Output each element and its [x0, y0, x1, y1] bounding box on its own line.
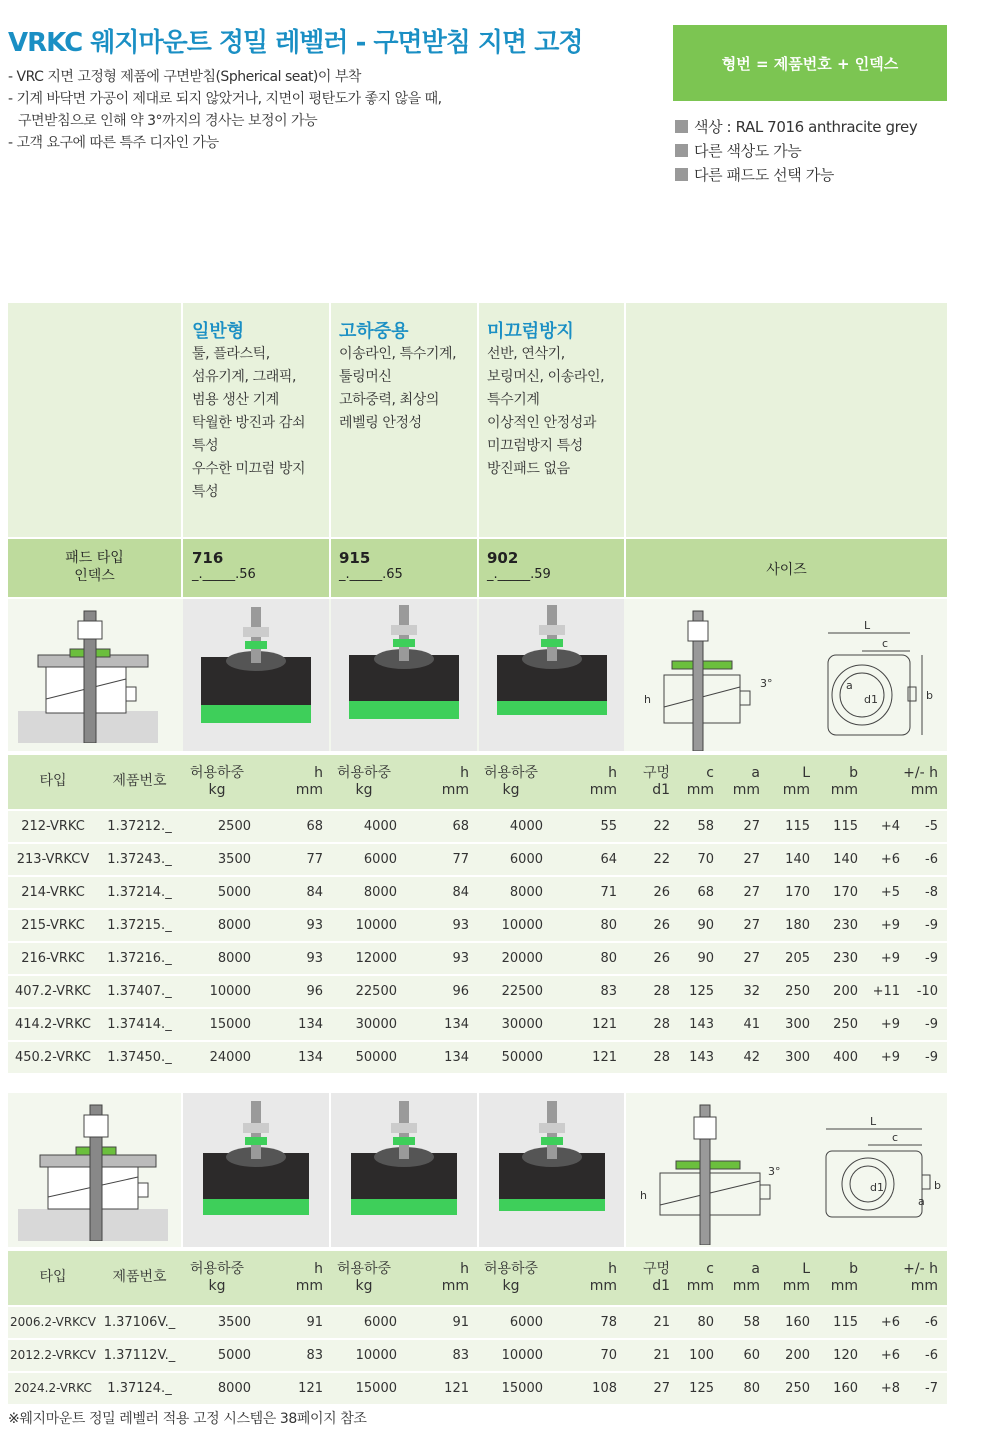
table-cell: 140 — [785, 852, 810, 867]
table-cell: 90 — [697, 951, 714, 966]
table-cell: +9 — [880, 918, 900, 933]
table-cell: 134 — [298, 1017, 323, 1032]
table-cell: 55 — [600, 819, 617, 834]
table-cell: +5 — [880, 885, 900, 900]
feature-item: - VRC 지면 고정형 제품에 구면받침(Spherical seat)이 부착 — [8, 69, 361, 85]
table-cell: 90 — [697, 918, 714, 933]
table-cell: 6000 — [509, 1315, 543, 1330]
header-h-902: h mm — [589, 1261, 617, 1294]
table-cell: 121 — [592, 1017, 617, 1032]
table-cell: 80 — [697, 1315, 714, 1330]
table-cell: 20000 — [501, 951, 543, 966]
table-cell: 1.37214._ — [107, 885, 172, 900]
product-photo-2-716 — [183, 1093, 329, 1247]
table-cell: 10000 — [209, 984, 251, 999]
table-cell: 143 — [689, 1050, 714, 1065]
table-cell: 77 — [452, 852, 469, 867]
table-cell: 84 — [452, 885, 469, 900]
table-cell: 15000 — [355, 1381, 397, 1396]
table-cell: 5000 — [217, 1348, 251, 1363]
header-part-number: 제품번호 — [112, 1269, 167, 1285]
table-cell: 27 — [743, 951, 760, 966]
header-c: c mm — [686, 765, 714, 798]
table-cell: 3500 — [217, 1315, 251, 1330]
header-load-902: 허용하중 kg — [483, 765, 539, 798]
table-cell: 27 — [743, 852, 760, 867]
table-cell: 24000 — [209, 1050, 251, 1065]
size-dimension-drawing-2 — [632, 1101, 942, 1245]
part-number-formula: 형번 = 제품번호 + 인덱스 — [673, 25, 947, 101]
table-cell: 93 — [452, 951, 469, 966]
table-cell: 214-VRKC — [21, 885, 85, 900]
table-cell: 134 — [298, 1050, 323, 1065]
table-cell: 121 — [298, 1381, 323, 1396]
table-cell: 1.37215._ — [107, 918, 172, 933]
header-plus-minus-h: +/- h mm — [903, 765, 938, 798]
table-cell: 170 — [785, 885, 810, 900]
table-cell: 1.37212._ — [107, 819, 172, 834]
table-cell: 60 — [743, 1348, 760, 1363]
table-cell: 160 — [785, 1315, 810, 1330]
table-cell: 26 — [653, 918, 670, 933]
table-cell: 6000 — [363, 1315, 397, 1330]
header-load-716: 허용하중 kg — [189, 1261, 245, 1294]
table-cell: 27 — [653, 1381, 670, 1396]
table-cell: 450.2-VRKC — [15, 1050, 91, 1065]
table-cell: 8000 — [509, 885, 543, 900]
table-cell: 27 — [743, 885, 760, 900]
header-h-902: h mm — [589, 765, 617, 798]
size-dimension-drawing — [632, 607, 942, 751]
table-cell: 8000 — [217, 918, 251, 933]
header-a: a mm — [732, 1261, 760, 1294]
table-cell: 80 — [743, 1381, 760, 1396]
table-cell: 28 — [653, 1050, 670, 1065]
table-cell: 200 — [785, 1348, 810, 1363]
table-cell: 300 — [785, 1017, 810, 1032]
dim-L-label: L — [864, 619, 871, 632]
table-cell: +6 — [880, 1348, 900, 1363]
leveler-sectional-drawing — [18, 607, 158, 743]
table-cell: 22500 — [355, 984, 397, 999]
table-cell: 12000 — [355, 951, 397, 966]
table-cell: 71 — [600, 885, 617, 900]
feature-item: - 고객 요구에 따른 특주 디자인 가능 — [8, 135, 219, 151]
table-cell: 70 — [600, 1348, 617, 1363]
square-bullet-icon — [675, 144, 688, 157]
table-cell: 58 — [697, 819, 714, 834]
footnote: ※웨지마운트 정밀 레벨러 적용 고정 시스템은 38페이지 참조 — [8, 1411, 367, 1427]
pad-index-902: 902 _._____.59 — [487, 549, 551, 582]
table-cell: -9 — [925, 1050, 938, 1065]
table-cell: 78 — [600, 1315, 617, 1330]
table-cell: 58 — [743, 1315, 760, 1330]
table-cell: 32 — [743, 984, 760, 999]
table-cell: 6000 — [363, 852, 397, 867]
pad-type-heavy: 고하중용 이송라인, 특수기계, 툴링머신 고하중력, 최상의 레벨링 안정성 — [339, 321, 457, 431]
header-h-915: h mm — [441, 765, 469, 798]
product-photo-2-902 — [479, 1093, 624, 1247]
table-cell: -8 — [925, 885, 938, 900]
header-type: 타입 — [39, 1269, 67, 1285]
table-cell: 120 — [833, 1348, 858, 1363]
pad-index-915: 915 _._____.65 — [339, 549, 403, 582]
dim-angle-label: 3° — [760, 677, 773, 690]
leveler-sectional-drawing-2 — [18, 1101, 168, 1241]
header-load-716: 허용하중 kg — [189, 765, 245, 798]
table-cell: 115 — [833, 1315, 858, 1330]
table-cell: 10000 — [355, 918, 397, 933]
dim-d1-label: d1 — [864, 693, 878, 706]
product-photo-2-915 — [331, 1093, 477, 1247]
table-cell: 4000 — [509, 819, 543, 834]
table-cell: 26 — [653, 951, 670, 966]
table-cell: 68 — [697, 885, 714, 900]
table-cell: 250 — [785, 984, 810, 999]
size-label: 사이즈 — [766, 562, 807, 578]
table-cell: 80 — [600, 951, 617, 966]
table-cell: 42 — [743, 1050, 760, 1065]
table-cell: 115 — [833, 819, 858, 834]
table-cell: 27 — [743, 819, 760, 834]
table-cell: -7 — [925, 1381, 938, 1396]
table-cell: 215-VRKC — [21, 918, 85, 933]
table-cell: 143 — [689, 1017, 714, 1032]
pad-index-716: 716 _._____.56 — [192, 549, 256, 582]
note-item: 다른 패드도 선택 가능 — [675, 163, 917, 187]
table-cell: -10 — [916, 984, 938, 999]
table-cell: 93 — [306, 918, 323, 933]
table-cell: 2500 — [217, 819, 251, 834]
table-cell: 68 — [306, 819, 323, 834]
table-cell: 28 — [653, 1017, 670, 1032]
header-hole-d1: 구멍 d1 — [642, 1261, 670, 1294]
table-cell: 2006.2-VRKCV — [10, 1315, 96, 1329]
table-cell: 15000 — [501, 1381, 543, 1396]
table-cell: +8 — [880, 1381, 900, 1396]
table-cell: -9 — [925, 918, 938, 933]
table-cell: -6 — [925, 852, 938, 867]
table-cell: 115 — [785, 819, 810, 834]
table-cell: 250 — [833, 1017, 858, 1032]
table-cell: 125 — [689, 984, 714, 999]
table-cell: 6000 — [509, 852, 543, 867]
table-cell: -9 — [925, 951, 938, 966]
table-cell: 91 — [306, 1315, 323, 1330]
header-h-716: h mm — [295, 765, 323, 798]
table-cell: 1.37124._ — [107, 1381, 172, 1396]
table-cell: 230 — [833, 918, 858, 933]
table-cell: 2024.2-VRKC — [14, 1381, 92, 1395]
header-load-902: 허용하중 kg — [483, 1261, 539, 1294]
table-cell: 407.2-VRKC — [15, 984, 91, 999]
table-cell: +6 — [880, 852, 900, 867]
table-cell: 8000 — [217, 1381, 251, 1396]
table-cell: +9 — [880, 1017, 900, 1032]
product-photo-716 — [183, 599, 329, 751]
table-section-1 — [8, 303, 947, 1073]
header-a: a mm — [732, 765, 760, 798]
table-cell: 68 — [452, 819, 469, 834]
table-cell: 21 — [653, 1348, 670, 1363]
table-cell: -6 — [925, 1315, 938, 1330]
table-cell: 170 — [833, 885, 858, 900]
feature-list — [8, 66, 442, 154]
product-photo-902 — [479, 599, 624, 751]
table-cell: 3500 — [217, 852, 251, 867]
table-cell: 30000 — [355, 1017, 397, 1032]
table-cell: 1.37106V._ — [103, 1315, 176, 1330]
header-part-number: 제품번호 — [112, 773, 167, 789]
table-cell: 230 — [833, 951, 858, 966]
table-cell: 1.37450._ — [107, 1050, 172, 1065]
dim-a-label: a — [846, 679, 853, 692]
table-cell: 134 — [444, 1017, 469, 1032]
table-cell: 108 — [592, 1381, 617, 1396]
table-cell: +4 — [880, 819, 900, 834]
dim-c-label: c — [882, 637, 889, 650]
table-cell: 70 — [697, 852, 714, 867]
table-cell: -9 — [925, 1017, 938, 1032]
table-cell: 121 — [444, 1381, 469, 1396]
dim-d1-label-2: d1 — [870, 1181, 884, 1194]
table-cell: 1.37414._ — [107, 1017, 172, 1032]
dim-b-label: b — [926, 689, 933, 702]
table-cell: 26 — [653, 885, 670, 900]
table-cell: 83 — [600, 984, 617, 999]
table-cell: 41 — [743, 1017, 760, 1032]
table-cell: 160 — [833, 1381, 858, 1396]
table-cell: 50000 — [501, 1050, 543, 1065]
header-load-915: 허용하중 kg — [336, 765, 392, 798]
feature-item: 구면받침으로 인해 약 3°까지의 경사는 보정이 가능 — [18, 113, 318, 129]
table-cell: 100 — [689, 1348, 714, 1363]
dim-b-label-2: b — [934, 1179, 941, 1192]
table-cell: 91 — [452, 1315, 469, 1330]
table-cell: 1.37243._ — [107, 852, 172, 867]
table-cell: 1.37407._ — [107, 984, 172, 999]
header-type: 타입 — [39, 773, 67, 789]
table-cell: 96 — [306, 984, 323, 999]
table-cell: 64 — [600, 852, 617, 867]
header-hole-d1: 구멍 d1 — [642, 765, 670, 798]
table-cell: 93 — [306, 951, 323, 966]
table-cell: 140 — [833, 852, 858, 867]
table-cell: 50000 — [355, 1050, 397, 1065]
dim-h-label-2: h — [640, 1189, 647, 1202]
table-cell: -5 — [925, 819, 938, 834]
table-cell: 80 — [600, 918, 617, 933]
square-bullet-icon — [675, 120, 688, 133]
table-cell: 134 — [444, 1050, 469, 1065]
table-cell: 121 — [592, 1050, 617, 1065]
square-bullet-icon — [675, 168, 688, 181]
table-cell: 125 — [689, 1381, 714, 1396]
table-cell: 8000 — [363, 885, 397, 900]
option-notes — [675, 115, 917, 187]
dim-angle-label-2: 3° — [768, 1165, 781, 1178]
header-b: b mm — [830, 1261, 858, 1294]
dim-c-label-2: c — [892, 1131, 899, 1144]
table-cell: 15000 — [209, 1017, 251, 1032]
table-cell: -6 — [925, 1348, 938, 1363]
header-b: b mm — [830, 765, 858, 798]
header-h-915: h mm — [441, 1261, 469, 1294]
table-cell: 213-VRKCV — [16, 852, 90, 867]
table-cell: 300 — [785, 1050, 810, 1065]
table-cell: 8000 — [217, 951, 251, 966]
product-photo-915 — [331, 599, 477, 751]
table-cell: 27 — [743, 918, 760, 933]
table-cell: 96 — [452, 984, 469, 999]
table-cell: 200 — [833, 984, 858, 999]
dim-h-label: h — [644, 693, 651, 706]
table-cell: 84 — [306, 885, 323, 900]
table-cell: 250 — [785, 1381, 810, 1396]
table-cell: 30000 — [501, 1017, 543, 1032]
table-cell: 1.37112V._ — [103, 1348, 176, 1363]
table-cell: 400 — [833, 1050, 858, 1065]
note-item: 다른 색상도 가능 — [675, 139, 917, 163]
table-cell: 10000 — [355, 1348, 397, 1363]
table-cell: +9 — [880, 951, 900, 966]
table-cell: 77 — [306, 852, 323, 867]
table-cell: 10000 — [501, 918, 543, 933]
table-cell: +9 — [880, 1050, 900, 1065]
header-c: c mm — [686, 1261, 714, 1294]
table-cell: 216-VRKC — [21, 951, 85, 966]
pad-type-index-label: 패드 타입 인덱스 — [65, 550, 124, 584]
table-cell: 93 — [452, 918, 469, 933]
header-load-915: 허용하중 kg — [336, 1261, 392, 1294]
pad-type-general: 일반형 툴, 플라스틱, 섬유기계, 그래픽, 범용 생산 기계 탁월한 방진과 감쇠 특성 우수한 미끄럼 방지 특성 — [192, 321, 306, 500]
table-cell: 21 — [653, 1315, 670, 1330]
table-cell: 4000 — [363, 819, 397, 834]
dim-a-label-2: a — [918, 1195, 925, 1208]
table-cell: 22500 — [501, 984, 543, 999]
table-cell: 1.37216._ — [107, 951, 172, 966]
table-section-2 — [8, 1093, 947, 1403]
dim-L-label-2: L — [870, 1115, 877, 1128]
table-cell: 5000 — [217, 885, 251, 900]
header-L: L mm — [782, 765, 810, 798]
table-cell: 22 — [653, 852, 670, 867]
table-cell: +6 — [880, 1315, 900, 1330]
table-cell: 83 — [452, 1348, 469, 1363]
table-cell: 83 — [306, 1348, 323, 1363]
table-cell: 212-VRKC — [21, 819, 85, 834]
feature-item: - 기계 바닥면 가공이 제대로 되지 않았거나, 지면이 평탄도가 좋지 않을 때, — [8, 91, 442, 107]
page-title: VRKC 웨지마운트 정밀 레벨러 - 구면받침 지면 고정 — [8, 28, 583, 58]
table-cell: 180 — [785, 918, 810, 933]
table-cell: 28 — [653, 984, 670, 999]
table-cell: +11 — [872, 984, 900, 999]
header-h-716: h mm — [295, 1261, 323, 1294]
table-cell: 414.2-VRKC — [15, 1017, 91, 1032]
pad-type-antislip: 미끄럼방지 선반, 연삭기, 보링머신, 이송라인, 특수기계 이상적인 안정성과 미끄럼방지 특성 방진패드 없음 — [487, 321, 605, 477]
header-L: L mm — [782, 1261, 810, 1294]
table-cell: 10000 — [501, 1348, 543, 1363]
header-plus-minus-h: +/- h mm — [903, 1261, 938, 1294]
table-cell: 205 — [785, 951, 810, 966]
table-cell: 22 — [653, 819, 670, 834]
table-cell: 2012.2-VRKCV — [10, 1348, 96, 1362]
note-item: 색상 : RAL 7016 anthracite grey — [675, 115, 917, 139]
